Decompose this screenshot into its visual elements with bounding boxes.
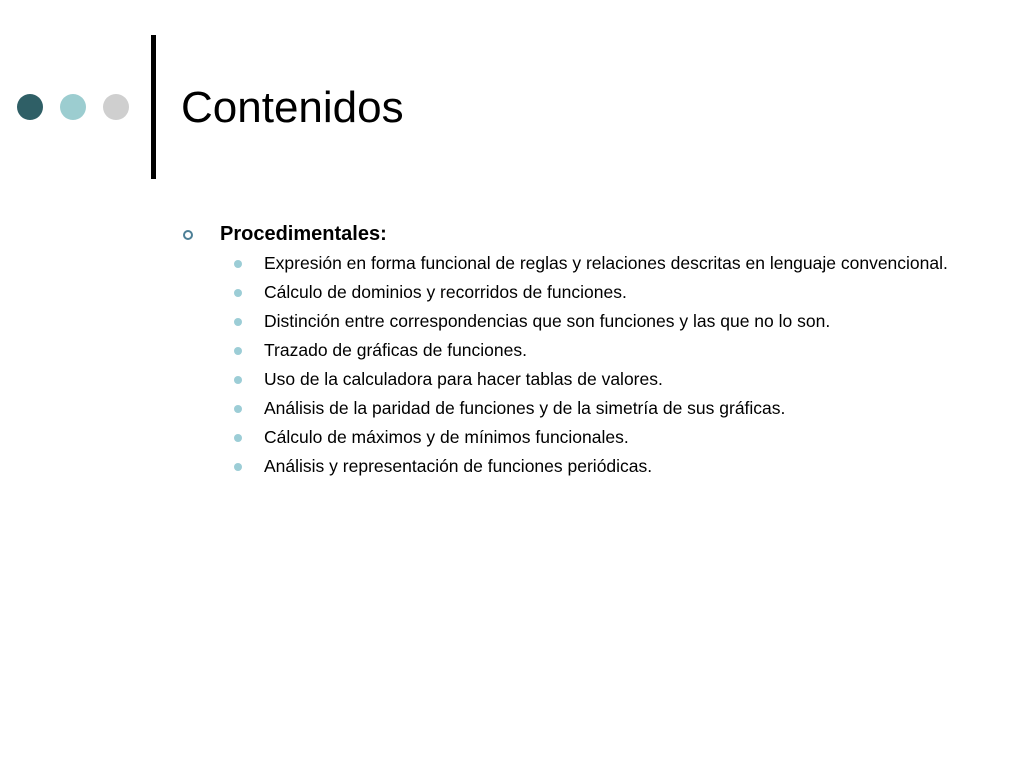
bullet-dot-icon	[234, 463, 242, 471]
list-item-text: Trazado de gráficas de funciones.	[264, 340, 527, 360]
bullet-dot-icon	[234, 289, 242, 297]
list-item-text: Análisis de la paridad de funciones y de la simetría de sus gráficas.	[264, 398, 786, 418]
slide-title: Contenidos	[181, 83, 404, 132]
list-item-text: Distinción entre correspondencias que son funciones y las que no lo son.	[264, 311, 831, 331]
list-item	[181, 281, 961, 304]
bullet-dot-icon	[234, 318, 242, 326]
decorative-dot-teal	[60, 94, 86, 120]
hollow-circle-bullet-icon	[183, 230, 193, 240]
decorative-dot-dark	[17, 94, 43, 120]
list-item	[181, 455, 961, 478]
list-item	[181, 339, 961, 362]
list-item-text: Cálculo de dominios y recorridos de funciones.	[264, 282, 627, 302]
sub-bullet-list	[181, 252, 961, 478]
bullet-level-1	[181, 220, 961, 248]
list-item-text: Cálculo de máximos y de mínimos funcionales.	[264, 427, 629, 447]
list-item	[181, 397, 961, 420]
list-item-text: Expresión en forma funcional de reglas y relaciones descritas en lenguaje convencional.	[264, 253, 948, 273]
decorative-dot-gray	[103, 94, 129, 120]
bullet-dot-icon	[234, 347, 242, 355]
list-item	[181, 368, 961, 391]
title-divider	[151, 35, 156, 179]
section-heading: Procedimentales:	[220, 223, 387, 245]
bullet-dot-icon	[234, 434, 242, 442]
slide-body	[181, 220, 961, 484]
list-item	[181, 426, 961, 449]
bullet-dot-icon	[234, 405, 242, 413]
list-item	[181, 310, 961, 333]
bullet-dot-icon	[234, 376, 242, 384]
list-item-text: Uso de la calculadora para hacer tablas de valores.	[264, 369, 663, 389]
bullet-dot-icon	[234, 260, 242, 268]
list-item	[181, 252, 961, 275]
list-item-text: Análisis y representación de funciones periódicas.	[264, 456, 653, 476]
